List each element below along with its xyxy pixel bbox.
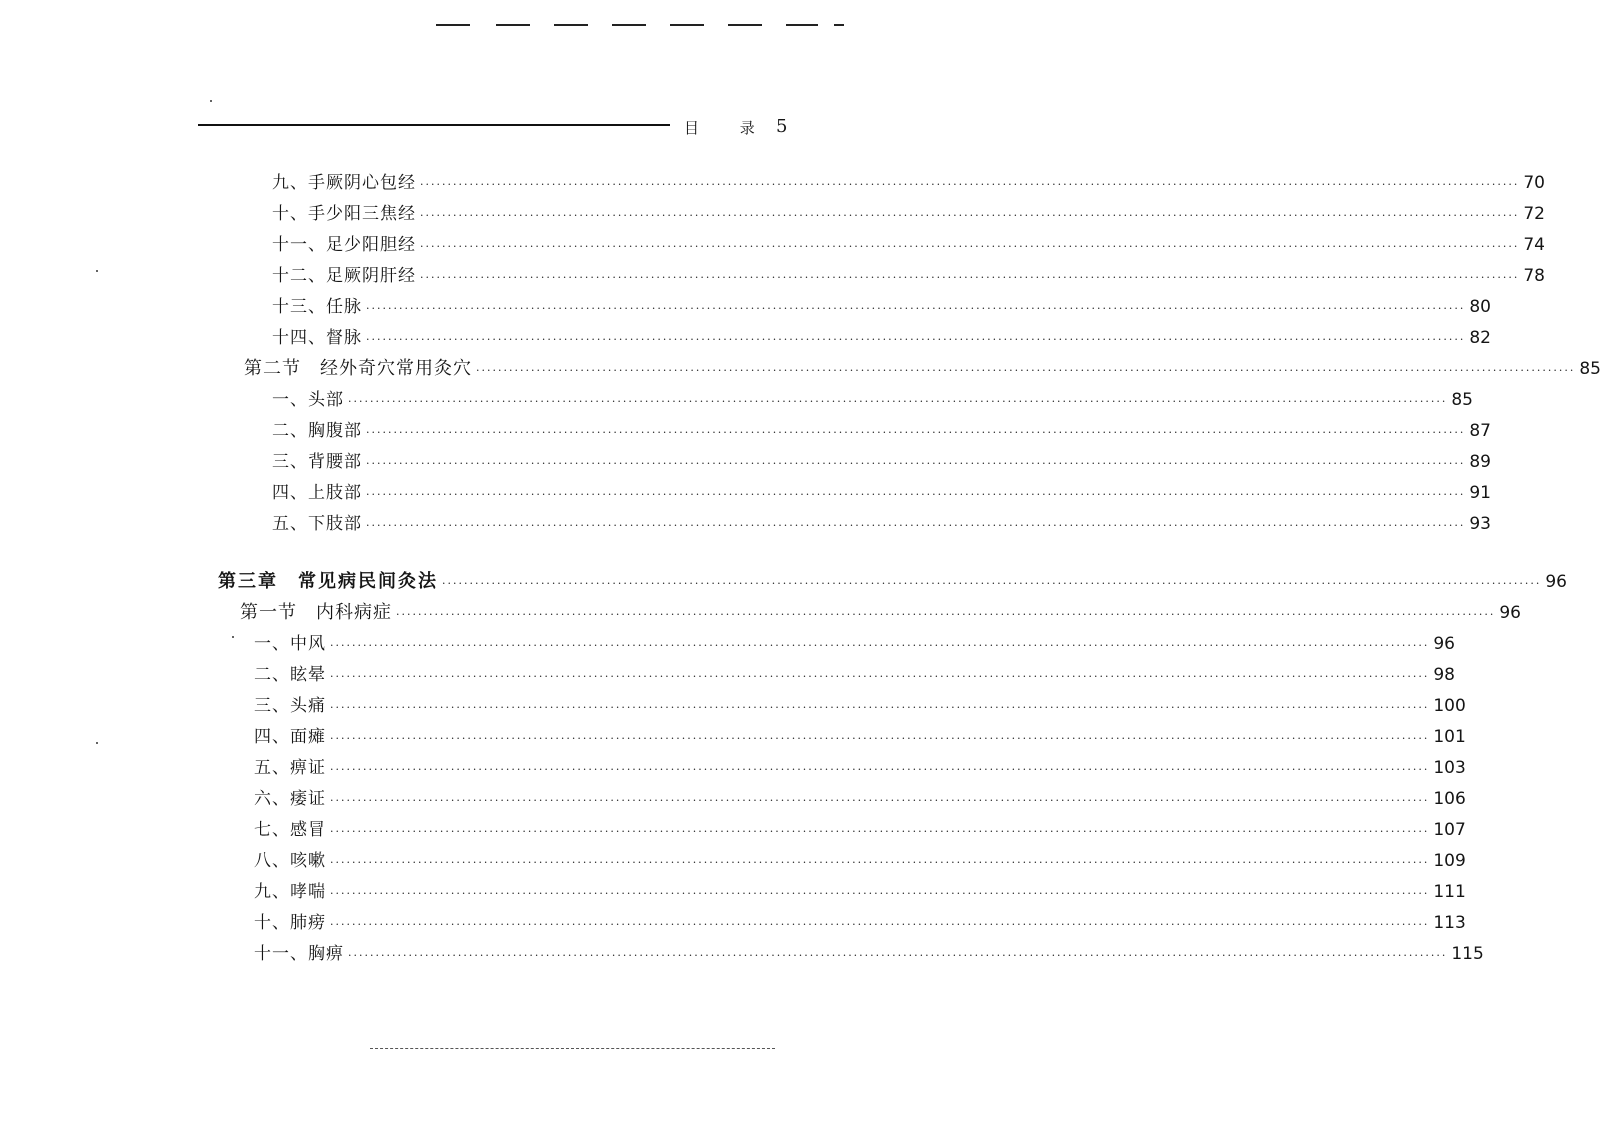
toc-entry xyxy=(272,230,1545,258)
toc-entry xyxy=(254,815,1466,843)
toc-entry xyxy=(254,846,1466,874)
toc-entry xyxy=(272,323,1491,351)
toc-entry-title: 二、眩晕 xyxy=(254,665,326,685)
scan-speck xyxy=(232,636,234,638)
toc-entry xyxy=(254,939,1484,967)
toc-entry xyxy=(272,385,1473,413)
toc-entry xyxy=(254,691,1466,719)
toc-entry-title: 十二、足厥阴肝经 xyxy=(272,266,416,286)
toc-entry-page: 85 xyxy=(1451,390,1473,410)
toc-leader: ········································································································································································································ xyxy=(366,519,1466,532)
toc-entry-page: 74 xyxy=(1523,235,1545,255)
toc-entry-page: 91 xyxy=(1469,483,1491,503)
toc-section xyxy=(240,598,1521,626)
toc-entry-page: 96 xyxy=(1545,572,1567,592)
toc-entry-page: 82 xyxy=(1469,328,1491,348)
toc-entry-title: 十、手少阳三焦经 xyxy=(272,204,416,224)
toc-entry-title: 六、痿证 xyxy=(254,789,326,809)
toc-leader: ········································································································································································································ xyxy=(366,333,1466,346)
toc-entry xyxy=(272,261,1545,289)
toc-entry xyxy=(254,753,1466,781)
toc-entry-page: 98 xyxy=(1433,665,1455,685)
toc-leader: ········································································································································································································ xyxy=(330,639,1430,652)
toc-entry-title: 十一、胸痹 xyxy=(254,944,344,964)
toc-entry-page: 85 xyxy=(1579,359,1601,379)
scan-speck xyxy=(210,100,212,102)
toc-leader: ········································································································································································································ xyxy=(366,457,1466,470)
toc-entry-page: 78 xyxy=(1523,266,1545,286)
toc-entry-title: 第三章 常见病民间灸法 xyxy=(218,571,438,592)
toc-leader: ········································································································································································································ xyxy=(420,271,1520,284)
toc-entry-page: 100 xyxy=(1433,696,1466,716)
toc-leader: ········································································································································································································ xyxy=(330,670,1430,683)
toc-leader: ········································································································································································································ xyxy=(366,488,1466,501)
toc-entry xyxy=(272,168,1545,196)
toc-leader: ········································································································································································································ xyxy=(330,701,1430,714)
toc-entry-title: 七、感冒 xyxy=(254,820,326,840)
toc-entry-title: 十三、任脉 xyxy=(272,297,362,317)
toc-entry-title: 十、肺痨 xyxy=(254,913,326,933)
toc-entry-page: 103 xyxy=(1433,758,1466,778)
toc-entry xyxy=(254,722,1466,750)
toc-entry-title: 第一节 内科病症 xyxy=(240,602,392,623)
toc-entry xyxy=(254,629,1455,657)
toc-leader: ········································································································································································································ xyxy=(348,395,1448,408)
toc-entry-page: 70 xyxy=(1523,173,1545,193)
toc-leader: ········································································································································································································ xyxy=(442,577,1542,590)
toc-entry-title: 八、咳嗽 xyxy=(254,851,326,871)
toc-entry xyxy=(254,908,1466,936)
toc-entry-title: 五、下肢部 xyxy=(272,514,362,534)
toc-leader: ········································································································································································································ xyxy=(420,209,1520,222)
toc-entry-title: 三、背腰部 xyxy=(272,452,362,472)
toc-entry-page: 96 xyxy=(1499,603,1521,623)
toc-entry-page: 106 xyxy=(1433,789,1466,809)
toc-entry-title: 十四、督脉 xyxy=(272,328,362,348)
toc-entry xyxy=(272,292,1491,320)
toc-entry xyxy=(254,660,1455,688)
toc-entry-title: 二、胸腹部 xyxy=(272,421,362,441)
toc-entry-page: 115 xyxy=(1451,944,1484,964)
running-header: 目 录 xyxy=(684,119,773,137)
toc-leader: ········································································································································································································ xyxy=(396,608,1496,621)
toc-entry-page: 107 xyxy=(1433,820,1466,840)
toc-leader: ········································································································································································································ xyxy=(330,887,1430,900)
bottom-scan-line xyxy=(370,1048,775,1050)
scan-speck xyxy=(96,270,98,272)
toc-entry-title: 四、面瘫 xyxy=(254,727,326,747)
toc-entry-page: 87 xyxy=(1469,421,1491,441)
toc-entry xyxy=(254,784,1466,812)
toc-entry-title: 四、上肢部 xyxy=(272,483,362,503)
toc-leader: ········································································································································································································ xyxy=(366,426,1466,439)
toc-entry-title: 第二节 经外奇穴常用灸穴 xyxy=(244,358,472,379)
toc-leader: ········································································································································································································ xyxy=(330,732,1430,745)
toc-section xyxy=(244,354,1601,382)
toc-entry-title: 十一、足少阳胆经 xyxy=(272,235,416,255)
toc-entry xyxy=(272,478,1491,506)
toc-leader: ········································································································································································································ xyxy=(420,240,1520,253)
scan-speck xyxy=(96,742,98,744)
toc-entry-title: 九、手厥阴心包经 xyxy=(272,173,416,193)
toc-entry-title: 一、头部 xyxy=(272,390,344,410)
toc-entry-title: 九、哮喘 xyxy=(254,882,326,902)
toc-entry-title: 五、痹证 xyxy=(254,758,326,778)
toc-entry xyxy=(272,199,1545,227)
toc-entry-page: 111 xyxy=(1433,882,1466,902)
toc-entry xyxy=(272,416,1491,444)
top-dash-rule xyxy=(436,24,846,28)
toc-leader: ········································································································································································································ xyxy=(330,918,1430,931)
toc-entry-page: 113 xyxy=(1433,913,1466,933)
toc-leader: ········································································································································································································ xyxy=(476,364,1576,377)
toc-leader: ········································································································································································································ xyxy=(348,949,1448,962)
toc-leader: ········································································································································································································ xyxy=(366,302,1466,315)
toc-leader: ········································································································································································································ xyxy=(330,794,1430,807)
toc-entry-page: 80 xyxy=(1469,297,1491,317)
toc-entry-page: 72 xyxy=(1523,204,1545,224)
toc-leader: ········································································································································································································ xyxy=(330,856,1430,869)
toc-entry-page: 93 xyxy=(1469,514,1491,534)
toc-leader: ········································································································································································································ xyxy=(330,825,1430,838)
toc-leader: ········································································································································································································ xyxy=(420,178,1520,191)
toc-entry xyxy=(272,447,1491,475)
toc-chapter xyxy=(218,567,1567,595)
toc-entry-title: 一、中风 xyxy=(254,634,326,654)
toc-entry-page: 89 xyxy=(1469,452,1491,472)
header-rule xyxy=(198,124,670,126)
page-number: 5 xyxy=(776,116,788,137)
toc-entry-page: 109 xyxy=(1433,851,1466,871)
toc-entry xyxy=(272,509,1491,537)
toc-leader: ········································································································································································································ xyxy=(330,763,1430,776)
toc-entry xyxy=(254,877,1466,905)
toc-entry-page: 101 xyxy=(1433,727,1466,747)
toc-entry-title: 三、头痛 xyxy=(254,696,326,716)
toc-entry-page: 96 xyxy=(1433,634,1455,654)
